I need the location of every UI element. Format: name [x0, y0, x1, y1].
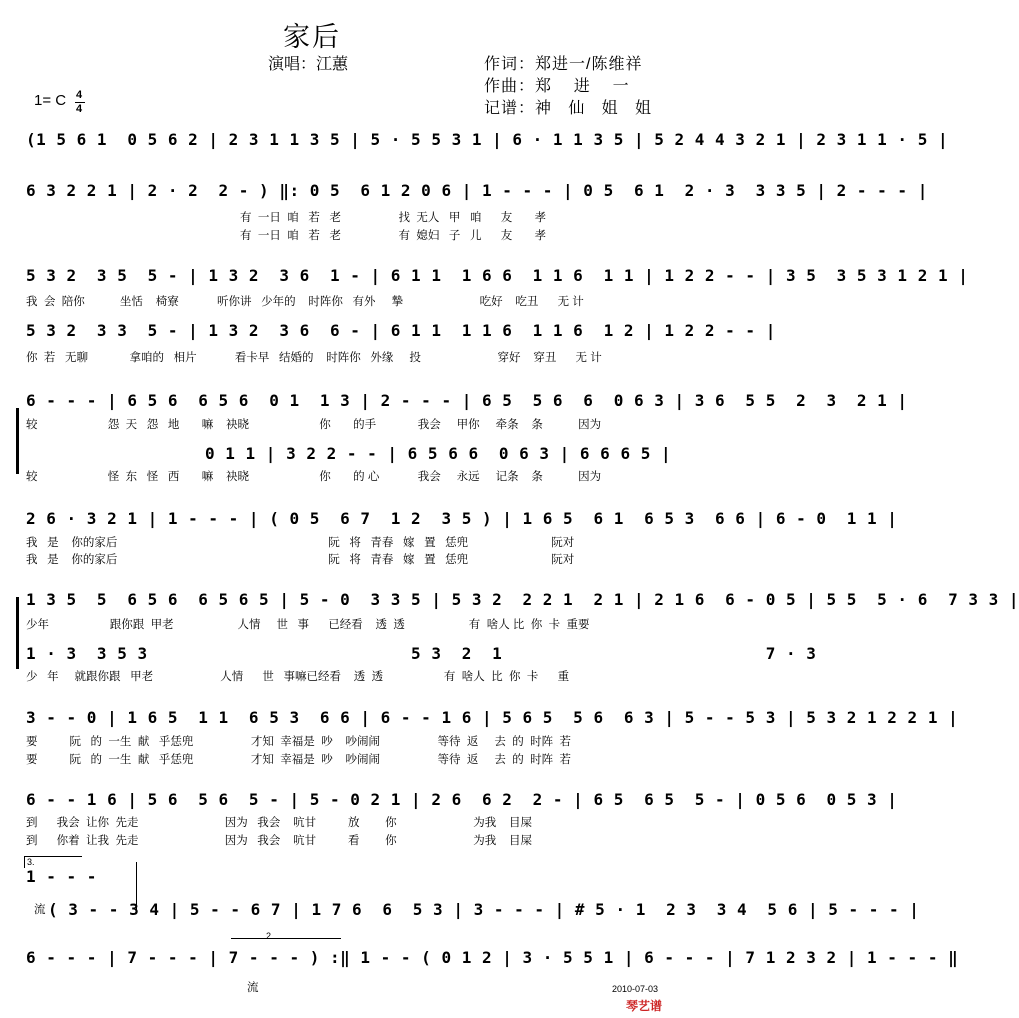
- key-signature: 1= C: [34, 92, 67, 109]
- lyric-row-10b: 要 阮 的 一生 献 乎恁兜 才知 幸福是 吵 吵闹闹 等待 返 去 的 时阵 若: [26, 754, 572, 766]
- transcriber-credit: 记谱：神 仙 姐 姐: [484, 100, 653, 117]
- notation-row-10: 3 - - 0 | 1 6 5 1 1 6 5 3 6 6 | 6 - - 1 6 | 5 6 5 5 6 6 3 | 5 - - 5 3 | 5 3 2 1 2 2 1 |: [26, 708, 959, 727]
- volta-2-label: 2.: [266, 931, 274, 941]
- lyric-row-11b: 到 你着 让我 先走 因为 我会 吭甘 看 你 为我 目屎: [26, 835, 533, 847]
- transcription-date: 2010-07-03: [612, 984, 659, 994]
- meter-bottom: 4: [76, 103, 83, 115]
- notation-row-3: 5 3 2 3 5 5 - | 1 3 2 3 6 1 - | 6 1 1 1 6 6 1 1 6 1 1 | 1 2 2 - - | 3 5 3 5 3 1 2 1 |: [26, 266, 969, 285]
- lyric-row-8: 少年 跟你跟 甲老 人情 世 事 已经看 透 透 有 啥人 比 你 卡 重要: [26, 619, 590, 631]
- notation-row-4: 5 3 2 3 3 5 - | 1 3 2 3 6 6 - | 6 1 1 1 1 6 1 1 6 1 2 | 1 2 2 - - |: [26, 321, 776, 340]
- meter-top: 4: [76, 89, 83, 101]
- notation-row-9: 1 · 3 3 5 3 5 3 2 1 7 · 3: [26, 644, 817, 663]
- system-bracket-2: [16, 597, 19, 669]
- notation-row-5: 6 - - - | 6 5 6 6 5 6 0 1 1 3 | 2 - - - | 6 5 5 6 6 0 6 3 | 3 6 5 5 2 3 2 1 |: [26, 391, 908, 410]
- volta-3-label: 3.: [27, 857, 35, 867]
- volta-3-hook: [24, 856, 25, 868]
- lyric-row-2a: 有 一日 咱 若 老 找 无人 甲 咱 友 孝: [240, 212, 547, 224]
- lyric-row-2b: 有 一日 咱 若 老 有 媳妇 子 儿 友 孝: [240, 230, 547, 242]
- lyric-row-4: 你 若 无聊 拿咱的 相片 看卡早 结婚的 时阵你 外缘 投 穿好 穿丑 无 计: [26, 352, 602, 364]
- notation-row-2: 6 3 2 2 1 | 2 · 2 2 - ) ‖: 0 5 6 1 2 0 6 | 1 - - - | 0 5 6 1 2 · 3 3 3 5 | 2 - - - |: [26, 181, 928, 200]
- lyric-row-5: 较 怨 天 怨 地 嘛 袂晓 你 的手 我会 甲你 牵条 条 因为: [26, 419, 602, 431]
- lyric-row-14: 流: [247, 982, 259, 994]
- lyric-row-10a: 要 阮 的 一生 献 乎恁兜 才知 幸福是 吵 吵闹闹 等待 返 去 的 时阵 若: [26, 736, 572, 748]
- lyricist-credit: 作词：郑进一/陈维祥: [484, 56, 643, 73]
- system-bracket-1: [16, 408, 19, 474]
- lyric-lead-row-13: 流: [34, 904, 46, 916]
- notation-row-8: 1 3 5 5 6 5 6 6 5 6 5 | 5 - 0 3 3 5 | 5 3 2 2 2 1 2 1 | 2 1 6 6 - 0 5 | 5 5 5 · 6 7 3 3 |: [26, 590, 1019, 609]
- lyric-row-6: 较 怪 东 怪 西 嘛 袂晓 你 的 心 我会 永远 记条 条 因为: [26, 471, 602, 483]
- notation-row-12: 1 - - -: [26, 867, 97, 886]
- notation-row-14: 6 - - - | 7 - - - | 7 - - - ) :‖ 1 - - ( 0 1 2 | 3 · 5 5 1 | 6 - - - | 7 1 2 3 2 | 1 - - - ‖: [26, 948, 959, 967]
- notation-row-13: ( 3 - - 3 4 | 5 - - 6 7 | 1 7 6 6 5 3 | 3 - - - | # 5 · 1 2 3 3 4 5 6 | 5 - - - |: [48, 900, 920, 919]
- volta-2-line: [231, 938, 341, 939]
- composer-credit: 作曲：郑 进 一: [484, 78, 630, 95]
- notation-row-1: (1 5 6 1 0 5 6 2 | 2 3 1 1 3 5 | 5 · 5 5 3 1 | 6 · 1 1 3 5 | 5 2 4 4 3 2 1 | 2 3 1 1 · 5 |: [26, 130, 949, 149]
- lyric-row-3: 我 会 陪你 坐恬 椅寮 听你讲 少年的 时阵你 有外 摯 吃好 吃丑 无 计: [26, 296, 584, 308]
- lyric-row-9: 少 年 就跟你跟 甲老 人情 世 事嘛已经看 透 透 有 啥人 比 你 卡 重: [26, 671, 570, 683]
- notation-row-7: 2 6 · 3 2 1 | 1 - - - | ( 0 5 6 7 1 2 3 5 ) | 1 6 5 6 1 6 5 3 6 6 | 6 - 0 1 1 |: [26, 509, 898, 528]
- song-title: 家后: [283, 22, 341, 52]
- lyric-row-7b: 我 是 你的家后 阮 将 青春 嫁 置 恁兜 阮对: [26, 554, 575, 566]
- lyric-row-11a: 到 我会 让你 先走 因为 我会 吭甘 放 你 为我 目屎: [26, 817, 533, 829]
- singer-credit: 演唱：江蕙: [268, 56, 349, 73]
- site-watermark: 琴艺谱: [626, 999, 663, 1013]
- notation-row-6: 0 1 1 | 3 2 2 - - | 6 5 6 6 0 6 3 | 6 6 6 5 |: [205, 444, 672, 463]
- notation-row-11: 6 - - 1 6 | 5 6 5 6 5 - | 5 - 0 2 1 | 2 6 6 2 2 - | 6 5 6 5 5 - | 0 5 6 0 5 3 |: [26, 790, 898, 809]
- lyric-row-7a: 我 是 你的家后 阮 将 青春 嫁 置 恁兜 阮对: [26, 537, 575, 549]
